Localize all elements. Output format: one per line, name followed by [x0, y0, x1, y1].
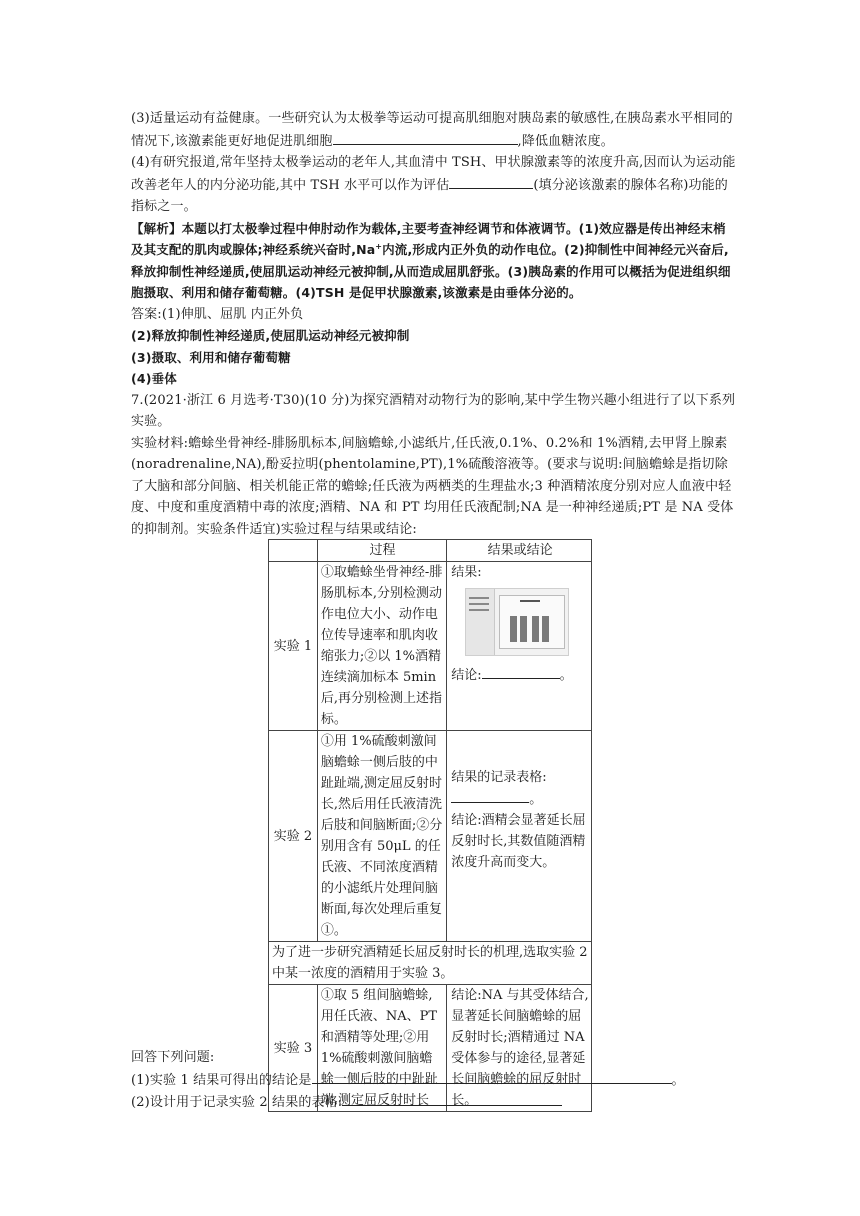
analysis-text-cont: 内流,形成内正外负的动作电位。(2)抑制性中间神经元兴奋后,释放抑制性神经递质,使屈肌运动神经元被抑制,从而造成屈肌舒张。(3)胰岛素的作用可以概括为促进组织细胞摄取、利用和储存葡萄糖。(4)TSH 是促甲状腺激素,该激素是由垂体分泌的。 — [131, 242, 731, 300]
experiment-name: 实验 1 — [269, 562, 318, 731]
document-body — [131, 108, 736, 540]
experiment-process: ①取 5 组间脑蟾蜍,用任氏液、NA、PT 和酒精等处理;②用 1%硫酸刺激间脑蟾蜍一侧后肢的中趾趾端,测定屈反射时长 — [317, 985, 446, 1112]
thumbnail-bar — [532, 616, 539, 642]
question-1 — [131, 1069, 736, 1092]
question-2-text: (2)设计用于记录实验 2 结果的表格: — [131, 1095, 343, 1110]
answer-blank[interactable] — [449, 174, 533, 189]
result-end: 。 — [529, 792, 543, 807]
question-4-text-end: (填分泌该激素的腺体名称)功能的指标之一。 — [131, 177, 728, 214]
question-7-materials: 实验材料:蟾蜍坐骨神经-腓肠肌标本,间脑蟾蜍,小滤纸片,任氏液,0.1%、0.2%和 1%酒精,去甲肾上腺素(noradrenaline,NA),酚妥拉明(phentolamine,PT),1%硫酸溶液等。(要求与说明:间脑蟾蜍是指切除了大脑和部分间脑、相关机能正常的蟾蜍;任氏液为两栖类的生理盐水;3 种酒精浓度分别对应人血液中轻度、中度和重度酒精中毒的浓度;酒精、NA 和 PT 均用任氏液配制;NA 是一种神经递质;PT 是 NA 受体的抑制剂。实验条件适宜)实验过程与结果或结论: — [131, 435, 734, 537]
answer-line: 答案:(1)伸肌、屈肌 内正外负 — [131, 306, 304, 322]
question-3 — [131, 108, 736, 152]
thumbnail-line — [469, 597, 489, 599]
answer-line: (4)垂体 — [131, 371, 177, 386]
experiment-result: 结论:NA 与其受体结合,显著延长间脑蟾蜍的屈反射时长;酒精通过 NA 受体参与的途径,显著延长间脑蟾蜍的屈反射时长。 — [447, 985, 592, 1112]
answer-blank[interactable] — [333, 130, 518, 145]
experiment-process: ①取蟾蜍坐骨神经-腓肠肌标本,分别检测动作电位大小、动作电位传导速率和肌肉收缩张力;②以 1%酒精连续滴加标本 5min 后,再分别检测上述指标。 — [317, 562, 446, 731]
superscript-plus: + — [375, 241, 383, 251]
answer-blank[interactable] — [342, 1091, 562, 1106]
thumbnail-line — [469, 603, 489, 605]
result-table-prompt — [451, 767, 589, 810]
answer-blank[interactable] — [482, 664, 560, 679]
experiment-name: 实验 2 — [269, 731, 318, 942]
question-7-intro: 7.(2021·浙江 6 月选考·T30)(10 分)为探究酒精对动物行为的影响,某中学生物兴趣小组进行了以下系列实验。 — [131, 392, 736, 429]
table-row — [269, 942, 592, 985]
table-row — [269, 731, 592, 942]
question-1-text: (1)实验 1 结果可得出的结论是 — [131, 1072, 312, 1088]
table-row — [269, 562, 592, 731]
question-3-text: (3)适量运动有益健康。一些研究认为太极拳等运动可提高肌细胞对胰岛素的敏感性,在胰岛素水平相同的情况下,该激素能更好地促进肌细胞 — [131, 111, 733, 149]
conclusion-line — [451, 664, 589, 686]
questions-section — [131, 1047, 736, 1114]
thumbnail-bar — [520, 616, 527, 642]
table-header-cell: 过程 — [317, 540, 446, 562]
question-2 — [131, 1091, 736, 1114]
experiment-result — [447, 562, 592, 731]
question-3-text-end: ,降低血糖浓度。 — [517, 133, 614, 149]
table-note: 为了进一步研究酒精延长屈反射时长的机理,选取实验 2 中某一浓度的酒精用于实验 3。 — [269, 942, 592, 985]
analysis-paragraph — [131, 218, 736, 304]
conclusion-end: 。 — [559, 668, 573, 683]
experiment-table — [268, 539, 592, 1112]
result-screenshot-image — [465, 588, 569, 656]
experiment-name: 实验 3 — [269, 985, 318, 1112]
thumbnail-chart-title — [520, 600, 540, 602]
question-1-end: 。 — [671, 1072, 685, 1088]
table-header-cell: 结果或结论 — [447, 540, 592, 562]
question-4 — [131, 152, 736, 218]
answer-line: (2)释放抑制性神经递质,使屈肌运动神经元被抑制 — [131, 328, 410, 343]
answer-blank[interactable] — [312, 1069, 672, 1084]
conclusion-label: 结论: — [451, 668, 482, 683]
thumbnail-bar — [542, 616, 549, 642]
question-4-text: (4)有研究报道,常年坚持太极拳运动的老年人,其血清中 TSH、甲状腺激素等的浓度升高,因而认为运动能改善老年人的内分泌功能,其中 TSH 水平可以作为评估 — [131, 155, 736, 193]
thumbnail-line — [469, 609, 489, 611]
experiment-process: ①用 1%硫酸刺激间脑蟾蜍一侧后肢的中趾趾端,测定屈反射时长,然后用任氏液清洗后肢和间脑断面;②分别用含有 50μL 的任氏液、不同浓度酒精的小滤纸片处理间脑断面,每次处理后重复①。 — [317, 731, 446, 942]
answer-line: (3)摄取、利用和储存葡萄糖 — [131, 349, 291, 365]
answer-blank[interactable] — [451, 788, 529, 803]
experiment-result — [447, 731, 592, 942]
spacer — [451, 873, 589, 905]
result-label: 结果的记录表格: — [451, 770, 547, 785]
analysis-text: 本题以打太极拳过程中伸肘动作为载体,主要考查神经调节和体液调节。(1)效应器是传出神经末梢及其支配的肌肉或腺体;神经系统兴奋时,Na — [131, 220, 726, 257]
thumbnail-chart-window — [499, 595, 565, 649]
thumbnail-sidebar — [466, 589, 495, 655]
analysis-tag: 【解析】 — [131, 220, 182, 236]
questions-lead: 回答下列问题: — [131, 1050, 215, 1065]
table-header-cell — [269, 540, 318, 562]
table-header-row — [269, 540, 592, 562]
result-label: 结果: — [451, 565, 482, 580]
thumbnail-bar — [510, 616, 517, 642]
conclusion-text: 结论:酒精会显著延长屈反射时长,其数值随酒精浓度升高而变大。 — [451, 813, 586, 870]
